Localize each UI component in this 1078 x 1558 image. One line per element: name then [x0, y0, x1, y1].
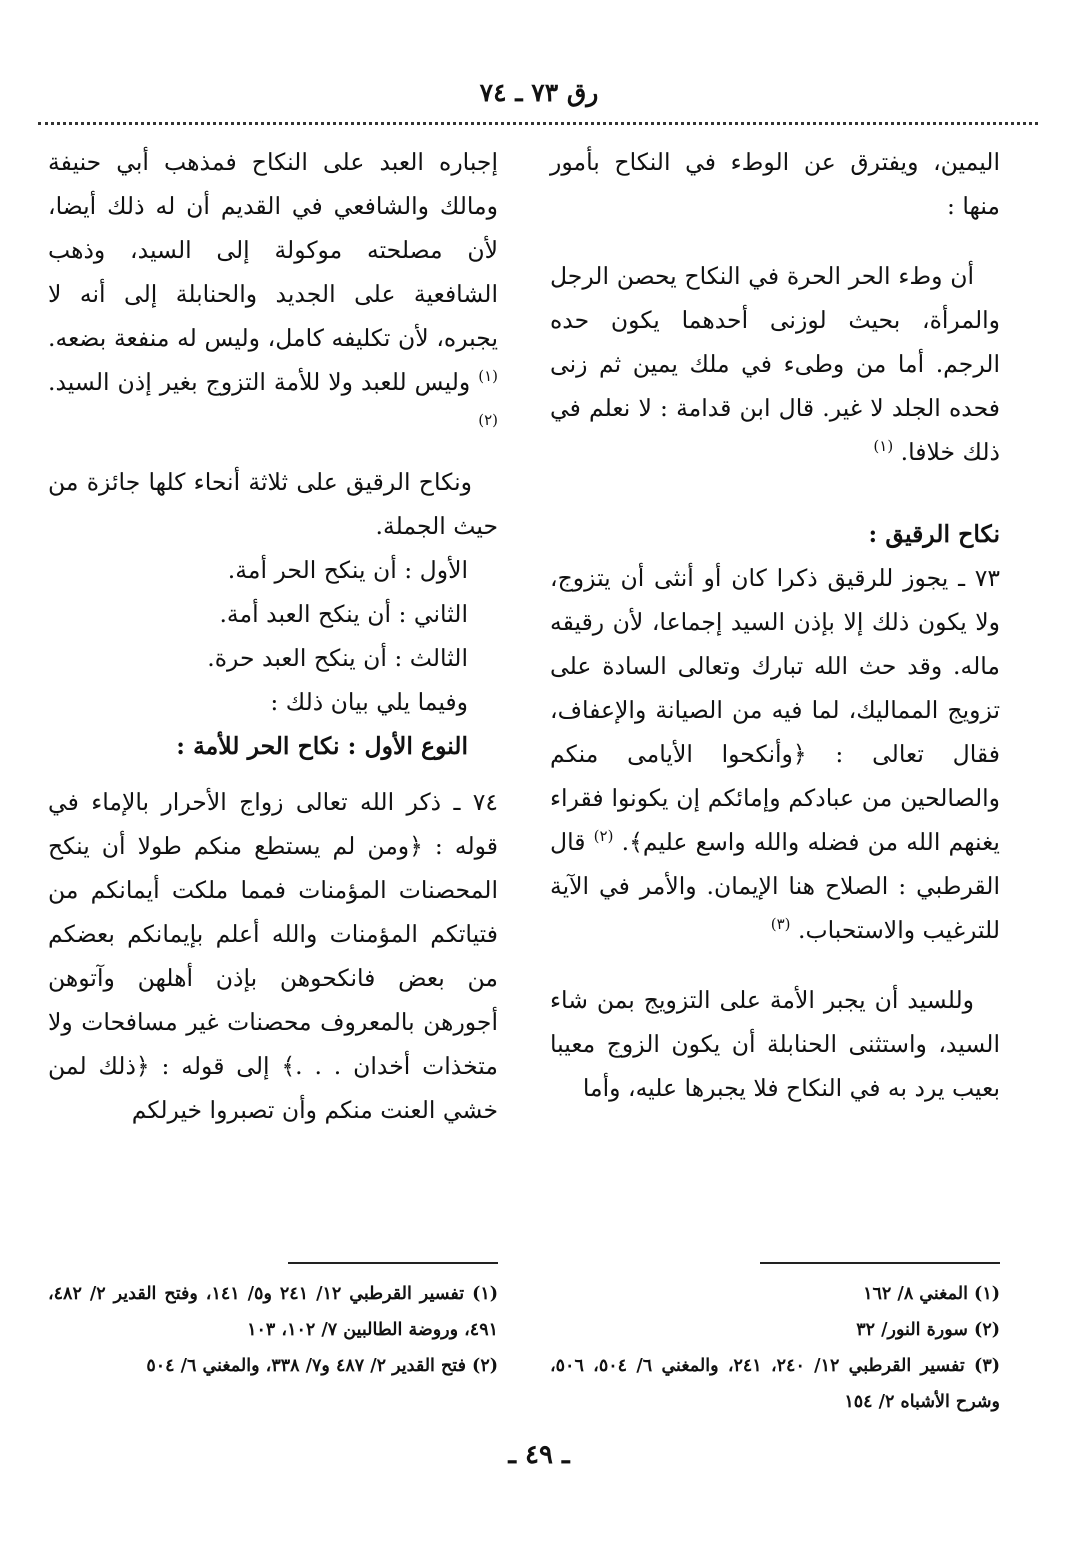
footnote-ref: (٢): [478, 411, 498, 430]
paragraph: [550, 556, 1000, 952]
paragraph-text: قال القرطبي : الصلاح هنا الإيمان. والأمر في الآية للترغيب والاستحباب.: [550, 828, 1000, 944]
running-header: رق ٧٣ ـ ٧٤: [479, 78, 599, 107]
page-number: ـ ٤٩ ـ: [508, 1440, 570, 1470]
footnote-divider: [288, 1262, 498, 1264]
footnotes-left: [48, 1276, 498, 1384]
list-item: الثاني : أن ينكح العبد أمة.: [219, 600, 468, 628]
footnote: (١) تفسير القرطبي ١٢/ ٢٤١ و٥/ ١٤١، وفتح القدير ٢/ ٤٨٢، ٤٩١، وروضة الطالبين ٧/ ١٠٢، ١٠٣: [48, 1284, 499, 1340]
footnote-divider: [760, 1262, 1000, 1264]
paragraph: [550, 140, 1000, 228]
footnote: (١) المغني ٨/ ١٦٢: [863, 1284, 1000, 1304]
paragraph: [48, 780, 498, 1132]
paragraph-text: ٧٣ ـ يجوز للرقيق ذكرا كان أو أنثى أن يتزوج، ولا يكون ذلك إلا بإذن السيد إجماعا، لأن رقيقه ماله. وقد حث الله تبارك وتعالى السادة على تزويج المماليك، لما فيه من الصيانة والإعفاف، فقال تعالى : ﴿وأنكحوا الأيامى منكم والصالحين من عبادكم وإمائكم إن يكونوا فقراء يغنهم الله من فضله والله واسع عليم﴾.: [550, 564, 1000, 856]
footnotes-right: [550, 1276, 1000, 1420]
paragraph-text: وليس للعبد ولا للأمة التزوج بغير إذن السيد.: [48, 368, 471, 396]
left-column: [48, 140, 498, 1132]
footnote-ref: (٣): [770, 915, 791, 934]
header-divider: [38, 122, 1038, 125]
footnote: (٣) تفسير القرطبي ١٢/ ٢٤٠، ٢٤١، والمغني ٦/ ٥٠٤، ٥٠٦، وشرح الأشباه ٢/ ١٥٤: [550, 1356, 1001, 1412]
paragraph-text: إجباره العبد على النكاح فمذهب أبي حنيفة ومالك والشافعي في القديم أن له ذلك أيضا، لأن مصلحته موكولة إلى السيد، وذهب الشافعية على الجديد والحنابلة إلى أنه لا يجبره، لأن تكليفه كامل، وليس له منفعة بضعه.: [48, 148, 498, 352]
paragraph: [550, 978, 1000, 1110]
section-heading: النوع الأول : نكاح الحر للأمة :: [176, 732, 468, 760]
footnote-ref: (٢): [593, 827, 614, 846]
section-heading: نكاح الرقيق :: [868, 520, 1000, 548]
paragraph-text: ونكاح الرقيق على ثلاثة أنحاء كلها جائزة من حيث الجملة.: [48, 468, 498, 540]
paragraph-text: ٧٤ ـ ذكر الله تعالى زواج الأحرار بالإماء في قوله : ﴿ومن لم يستطع منكم طولا أن ينكح المحصنات المؤمنات فمما ملكت أيمانكم من فتياتكم المؤمنات والله أعلم بإيمانكم بعضكم من بعض فانكحوهن بإذن أهلهن وآتوهن أجورهن بالمعروف محصنات غير مسافحات ولا متخذات أخدان . . .﴾ إلى قوله : ﴿ذلك لمن خشي العنت منكم وأن تصبروا خيرلكم: [48, 788, 498, 1124]
list-item: الثالث : أن ينكح العبد حرة.: [207, 644, 468, 672]
footnote: (٢) فتح القدير ٢/ ٤٨٧ و٧/ ٣٣٨، والمغني ٦/ ٥٠٤: [146, 1356, 498, 1376]
paragraph-text: وللسيد أن يجبر الأمة على التزويج بمن شاء السيد، واستثنى الحنابلة أن يكون الزوج معيبا بعيب يرد به في النكاح فلا يجبرها عليه، وأما: [550, 986, 1000, 1102]
paragraph-text: أن وطء الحر الحرة في النكاح يحصن الرجل والمرأة، بحيث لوزنى أحدهما يكون حده الرجم. أما من وطىء في ملك يمين ثم زنى فحده الجلد لا غير. قال ابن قدامة : لا نعلم في ذلك خلافا.: [550, 262, 1000, 466]
paragraph-text: اليمين، ويفترق عن الوطء في النكاح بأمور منها :: [550, 148, 1000, 220]
paragraph: [550, 254, 1000, 474]
footnote: (٢) سورة النور/ ٣٢: [856, 1320, 1000, 1340]
list-item: الأول : أن ينكح الحر أمة.: [227, 556, 468, 584]
list-item: وفيما يلي بيان ذلك :: [270, 688, 468, 716]
footnote-ref: (١): [873, 437, 894, 456]
right-column: [550, 140, 1000, 1110]
footnote-ref: (١): [478, 367, 498, 386]
paragraph: [48, 140, 498, 448]
paragraph: [48, 460, 498, 548]
